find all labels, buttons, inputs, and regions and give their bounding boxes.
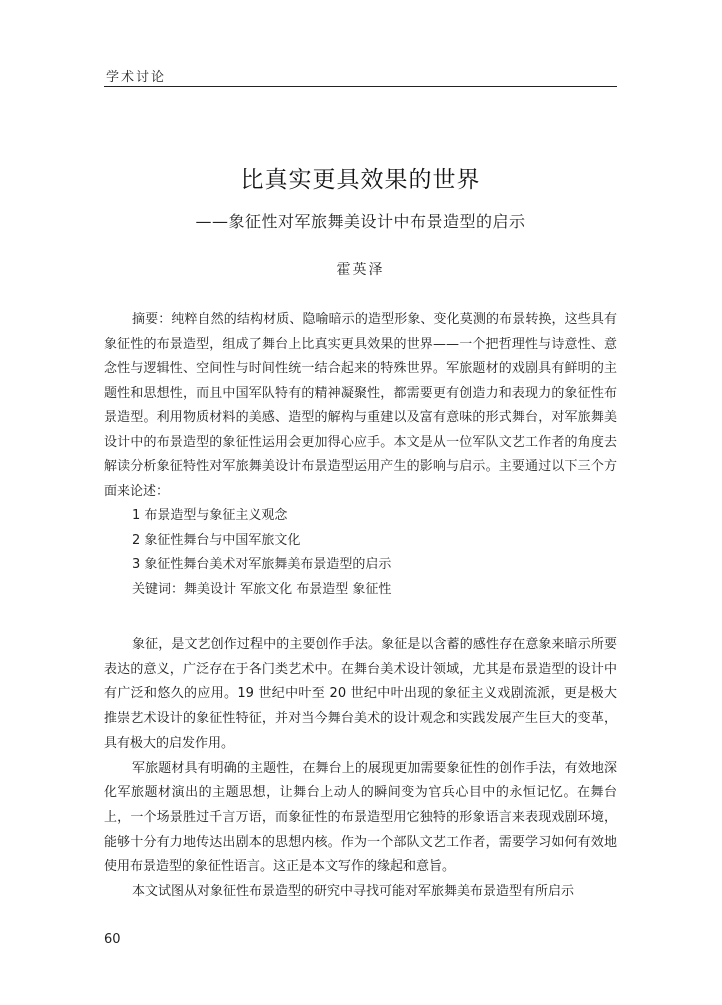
body-paragraph: 军旅题材具有明确的主题性，在舞台上的展现更加需要象征性的创作手法，有效地深化军旅题材演出的主题思想，让舞台上动人的瞬间变为官兵心目中的永恒记忆。在舞台上，一个场景胜过千言万语，而象征性的布景造型用它独特的形象语言来表现戏剧环境，能够十分有力地传达出剧本的思想内核。作为一个部队文艺工作者，需要学习如何有效地使用布景造型的象征性语言。这正是本文写作的缘起和意旨。 (104, 760, 617, 875)
keywords: 关键词：舞美设计 军旅文化 布景造型 象征性 (132, 581, 392, 597)
abstract-item: 3 象征性舞台美术对军旅舞美布景造型的启示 (132, 557, 392, 572)
abstract-item: 1 布景造型与象征主义观念 (132, 508, 288, 523)
section-label: 学术讨论 (106, 70, 167, 85)
article-body (104, 633, 617, 905)
header-divider (104, 86, 617, 87)
article-title: 比真实更具效果的世界 (240, 167, 481, 193)
page-number: 60 (104, 932, 121, 947)
abstract-item: 2 象征性舞台与中国军旅文化 (132, 532, 301, 548)
abstract (104, 308, 617, 602)
body-paragraph: 本文试图从对象征性布景造型的研究中寻找可能对军旅舞美布景造型有所启示 (132, 884, 575, 900)
body-paragraph: 象征，是文艺创作过程中的主要创作手法。象征是以含蓄的感性存在意象来暗示所要表达的意义，广泛存在于各门类艺术中。在舞台美术设计领域，尤其是布景造型的设计中有广泛和悠久的应用。19 世纪中叶至 20 世纪中叶出现的象征主义戏剧流派，更是极大推崇艺术设计的象征性特征，并对当今舞台美术的设计观念和实践发展产生巨大的变革，具有极大的启发作用。 (104, 637, 617, 751)
article-subtitle: ——象征性对军旅舞美设计中布景造型的启示 (195, 212, 526, 231)
author-name: 霍英泽 (336, 262, 385, 278)
abstract-text: 摘要：纯粹自然的结构材质、隐喻暗示的造型形象、变化莫测的布景转换，这些具有象征性的布景造型，组成了舞台上比真实更具效果的世界——一个把哲理性与诗意性、意念性与逻辑性、空间性与时间性统一结合起来的特殊世界。军旅题材的戏剧具有鲜明的主题性和思想性，而且中国军队特有的精神凝聚性，都需要更有创造力和表现力的象征性布景造型。利用物质材料的美感、造型的解构与重建以及富有意味的形式舞台，对军旅舞美设计中的布景造型的象征性运用会更加得心应手。本文是从一位军队文艺工作者的角度去解读分析象征特性对军旅舞美设计布景造型运用产生的影响与启示。主要通过以下三个方面来论述： (104, 312, 617, 499)
